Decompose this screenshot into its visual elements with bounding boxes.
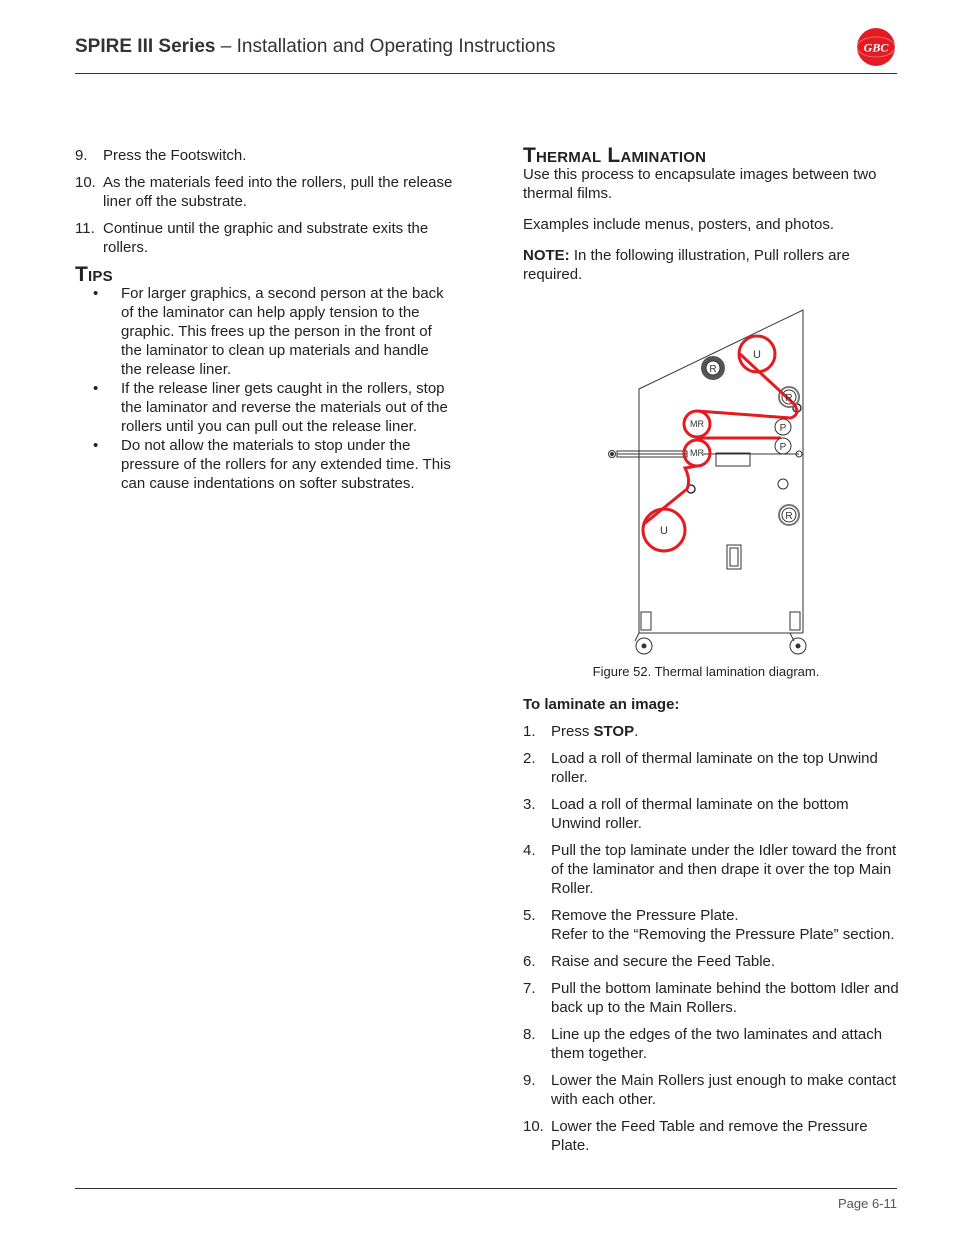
thermal-lamination-diagram bbox=[523, 296, 899, 656]
label-mr-top: MR bbox=[690, 419, 704, 429]
thermal-lamination-heading: Thermal Lamination bbox=[523, 144, 707, 167]
bottom-laminate-path bbox=[644, 466, 697, 524]
list-item: 3. Load a roll of thermal laminate on the bottom Unwind roller. bbox=[523, 796, 849, 832]
list-item: 8. Line up the edges of the two laminates and attach them together. bbox=[523, 1026, 883, 1062]
label-u-top: U bbox=[753, 349, 761, 361]
laminator-diagram-svg bbox=[523, 296, 899, 656]
right-column bbox=[523, 146, 899, 1163]
spare-roller-icon bbox=[778, 479, 788, 489]
list-item: • For larger graphics, a second person at the back of the laminator can help apply tension to the graphic. This frees up the person in the front of the laminator to clean up materials and handle the release liner. bbox=[93, 285, 444, 378]
label-r-1: R bbox=[709, 364, 717, 375]
list-item: 2. Load a roll of thermal laminate on the top Unwind roller. bbox=[523, 750, 878, 786]
list-item: 10. Lower the Feed Table and remove the Pressure Plate. bbox=[523, 1118, 868, 1154]
footer-divider bbox=[75, 1188, 897, 1189]
list-item: • If the release liner gets caught in the rollers, stop the laminator and reverse the materials out of the rollers until you can pull out the release liner. bbox=[93, 380, 448, 435]
label-u-bottom: U bbox=[660, 525, 668, 537]
document-header-title bbox=[75, 36, 556, 58]
list-item: 5. Remove the Pressure Plate. Refer to the “Removing the Pressure Plate” section. bbox=[523, 907, 895, 943]
continued-steps-list bbox=[75, 146, 455, 257]
gbc-logo-icon bbox=[856, 27, 896, 67]
list-item: 7. Pull the bottom laminate behind the bottom Idler and back up to the Main Rollers. bbox=[523, 980, 899, 1016]
tips-heading: Tips bbox=[75, 263, 113, 286]
figure-caption: Figure 52. Thermal lamination diagram. bbox=[592, 664, 820, 679]
note-paragraph bbox=[523, 246, 899, 284]
procedure-title: To laminate an image: bbox=[523, 696, 680, 713]
tips-list bbox=[75, 284, 455, 493]
header-subtitle: – Installation and Operating Instructions bbox=[215, 36, 556, 57]
label-r-3: R bbox=[785, 511, 793, 522]
intro-paragraph: Use this process to encapsulate images between two thermal films. bbox=[523, 166, 877, 202]
lamination-steps-list bbox=[523, 722, 899, 1155]
label-mr-bottom: MR bbox=[690, 448, 704, 458]
list-item: 11. Continue until the graphic and substrate exits the rollers. bbox=[75, 220, 429, 256]
note-label: NOTE: bbox=[523, 247, 570, 264]
list-item: 9. Press the Footswitch. bbox=[75, 147, 247, 164]
label-p-top: P bbox=[779, 423, 787, 434]
svg-text:GBC: GBC bbox=[863, 40, 889, 55]
list-item: 1. Press STOP. bbox=[523, 723, 639, 740]
list-item: • Do not allow the materials to stop under the pressure of the rollers for any extended time. This can cause indentations on softer substrates. bbox=[93, 437, 451, 492]
list-item: 10. As the materials feed into the rollers, pull the release liner off the substrate. bbox=[75, 174, 453, 210]
leg-left bbox=[641, 612, 651, 630]
machine-frame bbox=[639, 310, 803, 633]
label-r-2: R bbox=[785, 393, 793, 404]
leg-right bbox=[790, 612, 800, 630]
label-p-bottom: P bbox=[779, 442, 787, 453]
control-switch bbox=[727, 545, 741, 569]
examples-paragraph: Examples include menus, posters, and photos. bbox=[523, 216, 835, 233]
header-series-name: SPIRE III Series bbox=[75, 36, 216, 57]
list-item: 6. Raise and secure the Feed Table. bbox=[523, 953, 776, 970]
left-column bbox=[75, 146, 455, 493]
list-item: 9. Lower the Main Rollers just enough to make contact with each other. bbox=[523, 1072, 897, 1108]
list-item: 4. Pull the top laminate under the Idler toward the front of the laminator and then drape it over the top Main Roller. bbox=[523, 842, 897, 897]
note-text: In the following illustration, Pull rollers are required. bbox=[523, 247, 850, 283]
page-number: Page 6-11 bbox=[837, 1196, 897, 1211]
pressure-plate-bracket bbox=[716, 453, 750, 466]
header-divider bbox=[75, 73, 897, 74]
